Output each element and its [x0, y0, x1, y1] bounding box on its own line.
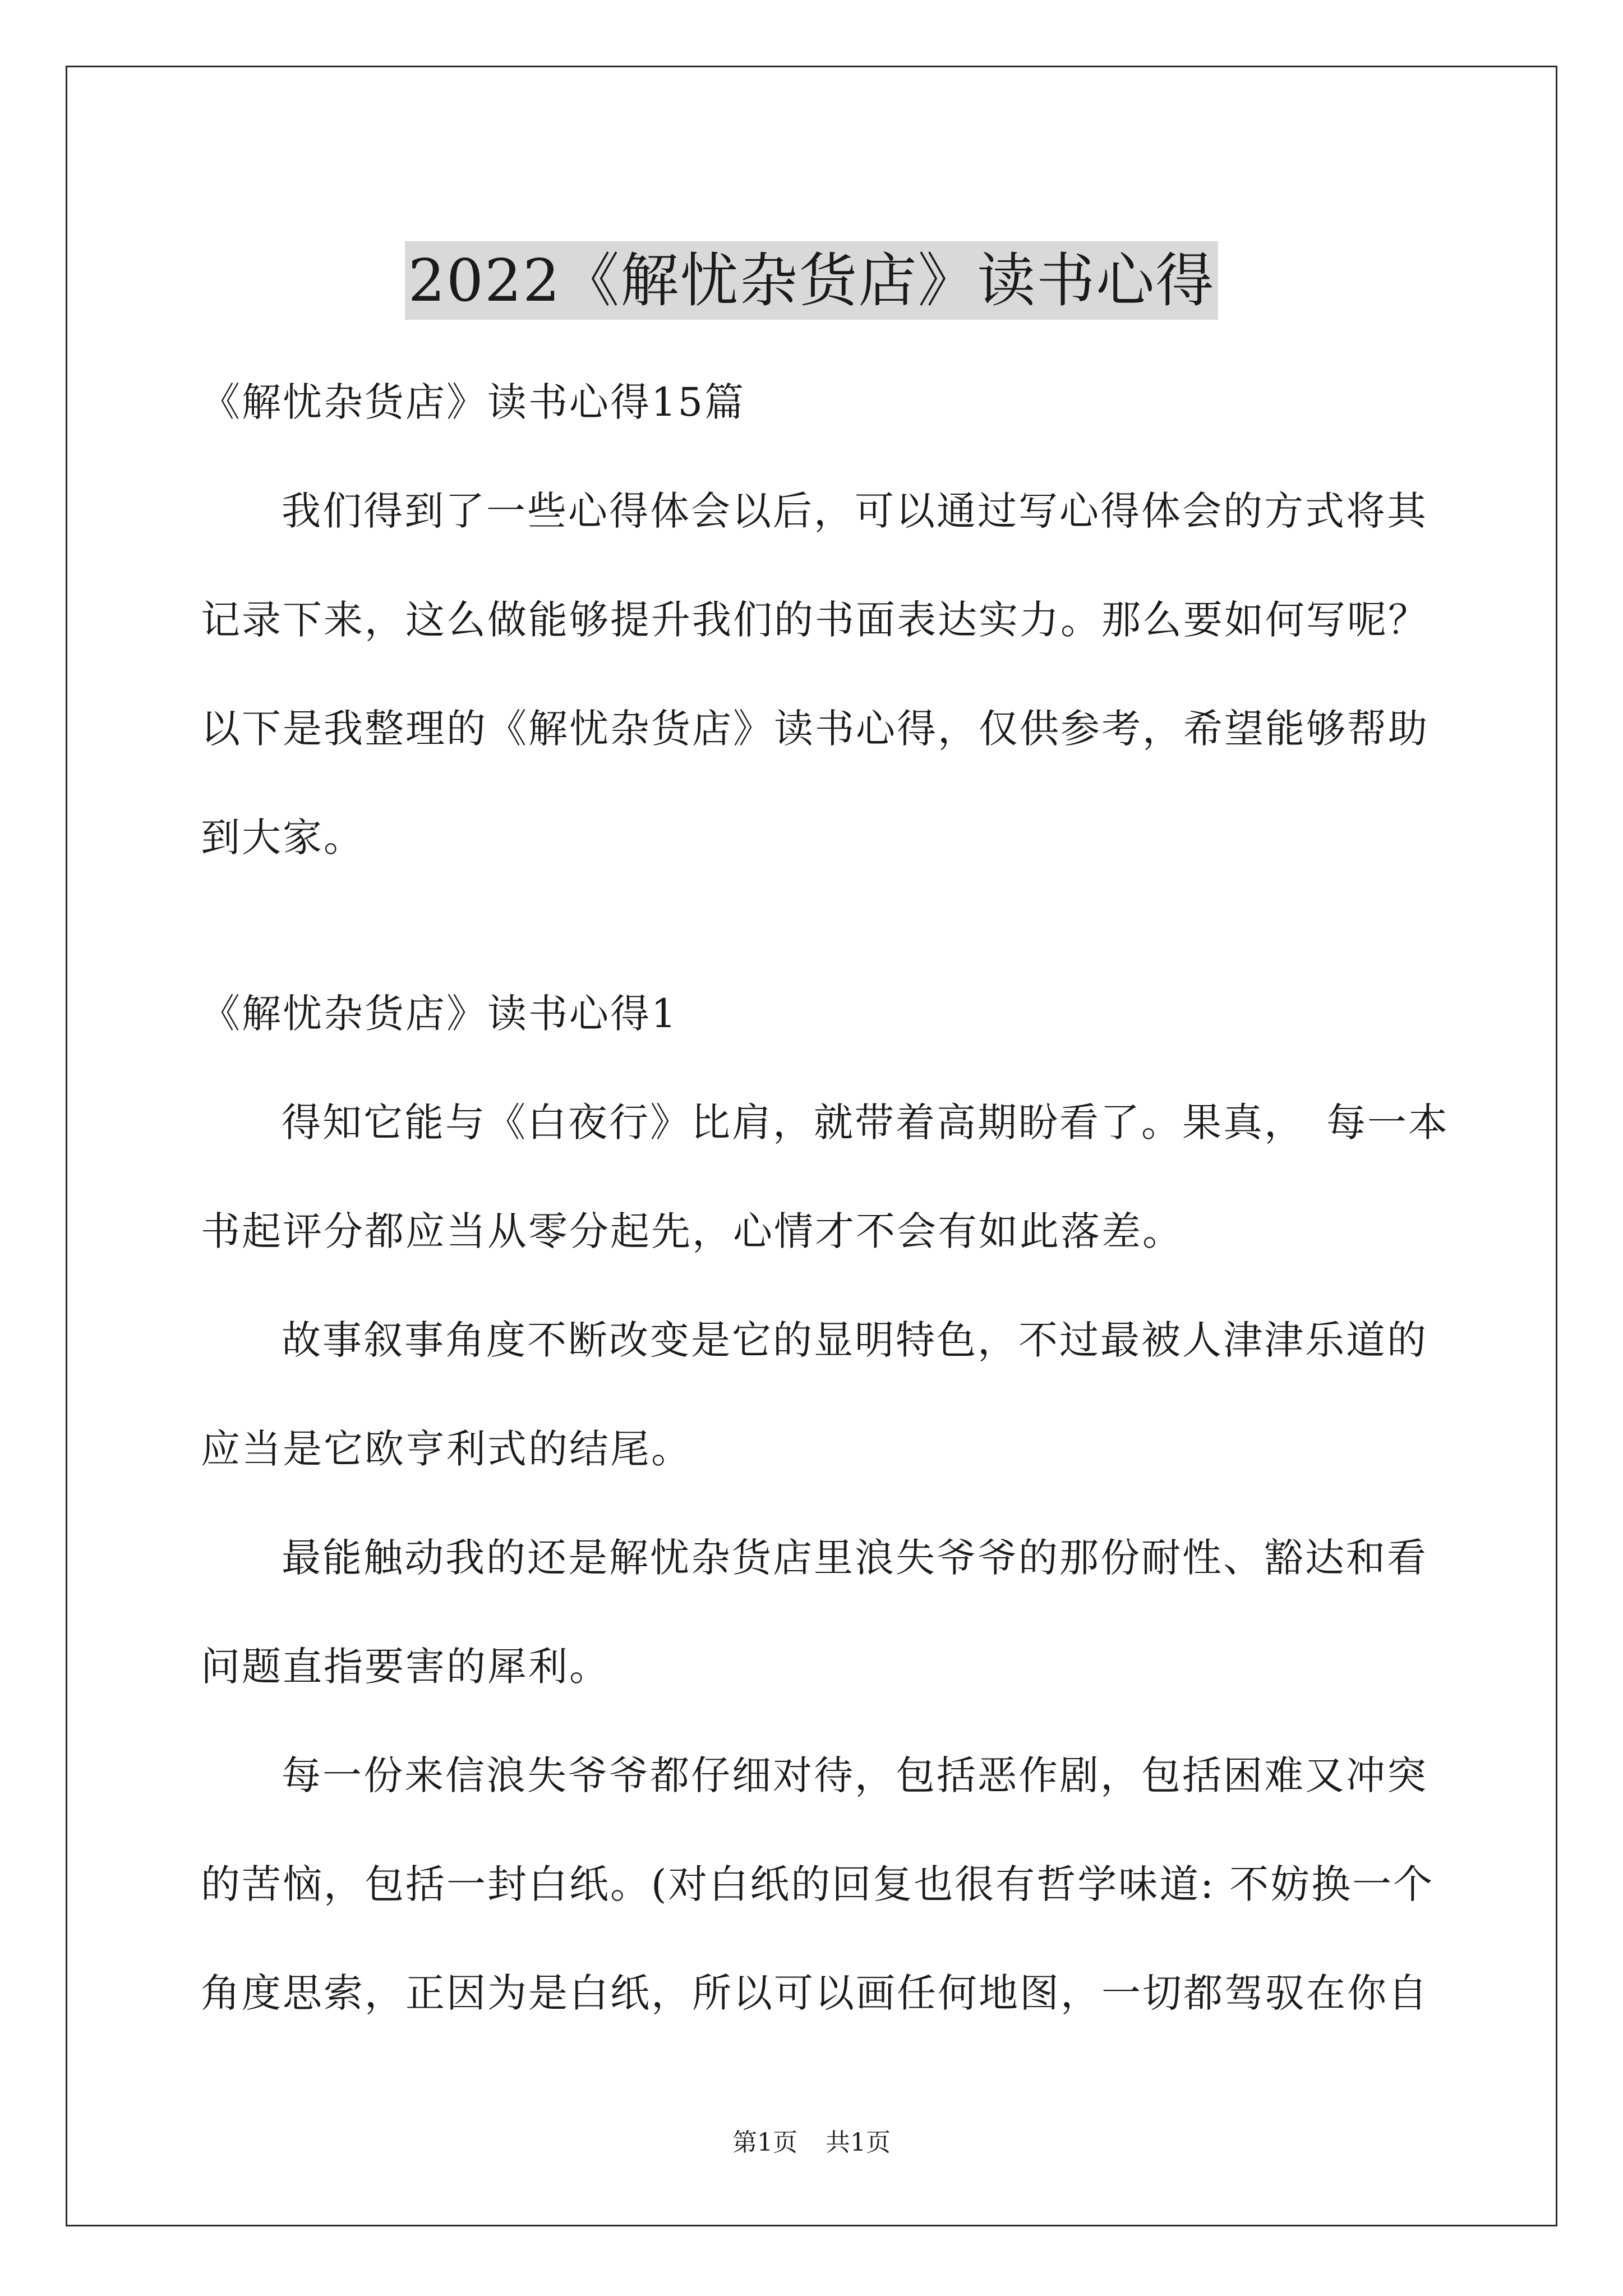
section-heading: 《解忧杂货店》读书心得1	[201, 991, 678, 1037]
paragraph-line: 到大家。	[201, 815, 365, 861]
paragraph-line: 书起评分都应当从零分起先，心情才不会有如此落差。	[201, 1208, 1183, 1254]
paragraph-line: 得知它能与《白夜行》比肩，就带着高期盼看了。果真， 每一本	[282, 1099, 1449, 1145]
paragraph	[201, 1286, 1435, 1503]
paragraph-line: 最能触动我的还是解忧杂货店里浪失爷爷的那份耐性、豁达和看	[282, 1535, 1428, 1581]
paragraph-line: 故事叙事角度不断改变是它的显明特色，不过最被人津津乐道的	[282, 1317, 1428, 1363]
page-footer	[0, 2126, 1623, 2160]
document-title: 2022《解忧杂货店》读书心得	[405, 241, 1219, 320]
document-body	[201, 348, 1449, 2047]
paragraph-line: 的苦恼，包括一封白纸。(对白纸的回复也很有哲学味道: 不妨换一个	[201, 1861, 1435, 1907]
paragraph-line: 角度思索，正因为是白纸，所以可以画任何地图，一切都驾驭在你自	[201, 1970, 1429, 2016]
paragraph-line: 我们得到了一些心得体会以后，可以通过写心得体会的方式将其	[282, 488, 1428, 534]
paragraph-line: 应当是它欧亨利式的结尾。	[201, 1426, 692, 1472]
paragraph-line: 记录下来，这么做能够提升我们的书面表达实力。那么要如何写呢？	[201, 597, 1429, 643]
page-number: 第1页	[732, 2128, 797, 2157]
spacer	[201, 892, 1435, 959]
intro-paragraph	[201, 457, 1435, 892]
page-total: 共1页	[826, 2128, 891, 2157]
title-container	[0, 202, 1623, 358]
paragraph	[201, 1068, 1449, 1286]
paragraph	[201, 1721, 1435, 2047]
paragraph-line: 每一份来信浪失爷爷都仔细对待，包括恶作剧，包括困难又冲突	[282, 1752, 1428, 1798]
paragraph-line: 问题直指要害的犀利。	[201, 1644, 610, 1690]
paragraph	[201, 1503, 1435, 1721]
paragraph-line: 以下是我整理的《解忧杂货店》读书心得，仅供参考，希望能够帮助	[201, 706, 1429, 752]
subtitle: 《解忧杂货店》读书心得15篇	[201, 379, 746, 425]
